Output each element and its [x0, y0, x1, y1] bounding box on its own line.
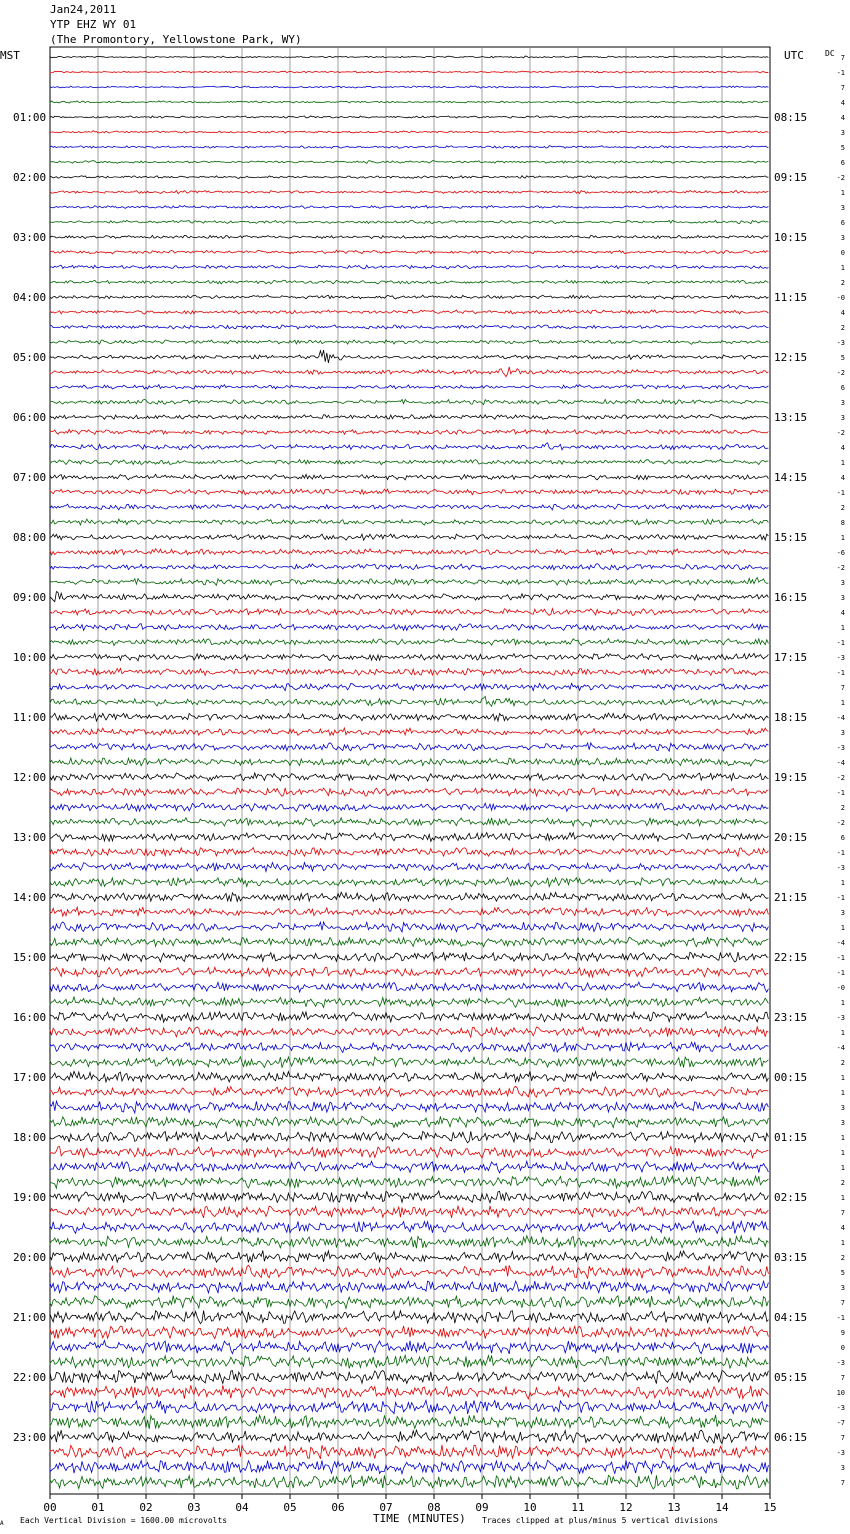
x-tick-label: 02 — [139, 1501, 153, 1514]
trace-row — [50, 443, 768, 450]
dc-offset-label: 3 — [840, 1119, 845, 1127]
mst-hour-label: 07:00 — [13, 471, 47, 484]
dc-offset-label: 10 — [836, 1389, 845, 1397]
trace-row — [50, 653, 768, 660]
utc-hour-label: 23:15 — [774, 1011, 808, 1024]
trace-row — [50, 325, 768, 329]
x-tick-label: 07 — [379, 1501, 393, 1514]
x-tick-label: 15 — [763, 1501, 777, 1514]
trace-row — [50, 1236, 768, 1249]
dc-offset-label: 4 — [840, 444, 845, 452]
dc-offset-label: -2 — [836, 174, 845, 182]
station-location: (The Promontory, Yellowstone Park, WY) — [50, 33, 302, 46]
dc-offset-label: 4 — [840, 114, 845, 122]
station-code: YTP EHZ WY 01 — [50, 18, 137, 31]
trace-row — [50, 350, 768, 363]
utc-hour-label: 05:15 — [774, 1371, 808, 1384]
mst-hour-label: 17:00 — [13, 1071, 47, 1084]
trace-row — [50, 907, 768, 916]
trace-row — [50, 176, 768, 179]
dc-offset-label: -0 — [836, 984, 845, 992]
x-tick-label: 05 — [283, 1501, 297, 1514]
dc-offset-label: -3 — [836, 1359, 845, 1367]
dc-offset-label: -3 — [836, 1014, 845, 1022]
record-date: Jan24,2011 — [50, 3, 117, 16]
trace-row — [50, 534, 768, 540]
trace-row — [50, 696, 768, 706]
x-tick-label: 11 — [571, 1501, 585, 1514]
trace-row — [50, 1296, 768, 1309]
dc-offset-label: 6 — [840, 384, 845, 392]
trace-row — [50, 56, 768, 58]
trace-row — [50, 967, 768, 977]
dc-offset-label: 7 — [840, 84, 845, 92]
dc-offset-label: 1 — [840, 1164, 845, 1172]
dc-offset-label: -4 — [836, 939, 845, 947]
utc-hour-label: 10:15 — [774, 231, 808, 244]
mst-hour-label: 21:00 — [13, 1311, 47, 1324]
dc-offset-label: 2 — [840, 504, 845, 512]
trace-row — [50, 564, 768, 570]
trace-row — [50, 1131, 768, 1143]
trace-row — [50, 997, 768, 1007]
x-tick-label: 01 — [91, 1501, 105, 1514]
trace-row — [50, 459, 768, 464]
dc-offset-label: 1 — [840, 1239, 845, 1247]
dc-offset-label: 1 — [840, 1134, 845, 1142]
dc-offset-label: 7 — [840, 684, 845, 692]
minute-grid — [50, 47, 770, 1494]
dc-offset-label: 7 — [840, 1434, 845, 1442]
utc-hour-label: 03:15 — [774, 1251, 808, 1264]
dc-offset-label: -1 — [836, 489, 845, 497]
mst-hour-label: 01:00 — [13, 111, 47, 124]
x-tick-label: 09 — [475, 1501, 489, 1514]
dc-offset-label: -4 — [836, 714, 845, 722]
trace-row — [50, 788, 768, 796]
trace-row — [50, 474, 768, 480]
dc-offset-label: 1 — [840, 1194, 845, 1202]
trace-rows — [50, 56, 768, 1489]
row-labels — [13, 54, 845, 1487]
x-tick-label: 03 — [187, 1501, 201, 1514]
dc-offset-label: 3 — [840, 234, 845, 242]
mst-hour-label: 18:00 — [13, 1131, 47, 1144]
dc-offset-label: 7 — [840, 54, 845, 62]
dc-offset-label: 1 — [840, 879, 845, 887]
dc-offset-label: 1 — [840, 189, 845, 197]
dc-offset-label: 1 — [840, 534, 845, 542]
dc-offset-label: 1 — [840, 924, 845, 932]
trace-row — [50, 280, 768, 284]
dc-offset-label: -1 — [836, 954, 845, 962]
dc-offset-label: 0 — [840, 1344, 845, 1352]
trace-row — [50, 340, 768, 344]
mst-hour-label: 03:00 — [13, 231, 47, 244]
trace-row — [50, 922, 768, 932]
mst-hour-label: 20:00 — [13, 1251, 47, 1264]
dc-offset-label: 1 — [840, 1149, 845, 1157]
mst-hour-label: 02:00 — [13, 171, 47, 184]
trace-row — [50, 265, 768, 269]
dc-offset-label: -1 — [836, 789, 845, 797]
utc-hour-label: 02:15 — [774, 1191, 808, 1204]
trace-row — [50, 713, 768, 721]
trace-row — [50, 1071, 768, 1082]
mst-hour-label: 11:00 — [13, 711, 47, 724]
dc-offset-label: 5 — [840, 144, 845, 152]
dc-offset-label: 2 — [840, 1254, 845, 1262]
mst-hour-label: 09:00 — [13, 591, 47, 604]
trace-row — [50, 758, 768, 766]
dc-offset-label: 5 — [840, 354, 845, 362]
trace-row — [50, 250, 768, 254]
dc-offset-label: 2 — [840, 1059, 845, 1067]
x-tick-label: 08 — [427, 1501, 441, 1514]
dc-offset-label: 3 — [840, 1104, 845, 1112]
trace-row — [50, 668, 768, 675]
mst-hour-label: 10:00 — [13, 651, 47, 664]
utc-hour-label: 13:15 — [774, 411, 808, 424]
plot-frame — [50, 47, 770, 1494]
dc-offset-label: -1 — [836, 69, 845, 77]
trace-row — [50, 415, 768, 420]
trace-row — [50, 1251, 768, 1263]
utc-hour-label: 21:15 — [774, 891, 808, 904]
dc-offset-label: 2 — [840, 324, 845, 332]
trace-row — [50, 743, 768, 751]
dc-offset-label: 3 — [840, 204, 845, 212]
utc-hour-label: 06:15 — [774, 1431, 808, 1444]
trace-row — [50, 235, 768, 238]
dc-offset-label: -1 — [836, 849, 845, 857]
trace-row — [50, 1012, 768, 1022]
dc-offset-label: 6 — [840, 159, 845, 167]
dc-offset-label: 7 — [840, 1374, 845, 1382]
trace-row — [50, 1101, 768, 1113]
dc-offset-label: -3 — [836, 654, 845, 662]
trace-row — [50, 1355, 768, 1368]
mst-hour-label: 14:00 — [13, 891, 47, 904]
trace-row — [50, 131, 768, 134]
mst-hour-label: 08:00 — [13, 531, 47, 544]
utc-hour-label: 12:15 — [774, 351, 808, 364]
trace-row — [50, 683, 768, 690]
time-axis — [43, 1494, 776, 1514]
clip-note: Traces clipped at plus/minus 5 vertical divisions — [482, 1516, 719, 1525]
trace-row — [50, 86, 768, 88]
trace-row — [50, 1191, 768, 1203]
dc-offset-label: -1 — [836, 639, 845, 647]
trace-row — [50, 71, 768, 73]
dc-offset-label: 1 — [840, 1089, 845, 1097]
dc-offset-label: -4 — [836, 1044, 845, 1052]
trace-row — [50, 892, 768, 902]
utc-hour-label: 20:15 — [774, 831, 808, 844]
utc-hour-label: 18:15 — [774, 711, 808, 724]
utc-hour-label: 01:15 — [774, 1131, 808, 1144]
trace-row — [50, 937, 768, 947]
trace-row — [50, 1460, 768, 1473]
trace-row — [50, 863, 768, 872]
dc-offset-label: 4 — [840, 309, 845, 317]
trace-row — [50, 952, 768, 962]
dc-offset-label: -2 — [836, 429, 845, 437]
trace-row — [50, 1265, 768, 1278]
trace-row — [50, 549, 768, 555]
trace-row — [50, 592, 768, 602]
trace-row — [50, 578, 768, 586]
dc-offset-label: 4 — [840, 609, 845, 617]
mst-hour-label: 22:00 — [13, 1371, 47, 1384]
dc-offset-label: 3 — [840, 414, 845, 422]
mst-hour-label: 04:00 — [13, 291, 47, 304]
x-tick-label: 10 — [523, 1501, 537, 1514]
trace-row — [50, 161, 768, 164]
trace-row — [50, 191, 768, 194]
x-tick-label: 12 — [619, 1501, 633, 1514]
dc-offset-label: -1 — [836, 1314, 845, 1322]
trace-row — [50, 385, 768, 389]
dc-offset-label: 9 — [840, 1329, 845, 1337]
dc-offset-label: 1 — [840, 1074, 845, 1082]
x-tick-label: 13 — [667, 1501, 681, 1514]
trace-row — [50, 833, 768, 842]
dc-offset-label: 4 — [840, 474, 845, 482]
trace-row — [50, 429, 768, 434]
dc-offset-label: 2 — [840, 279, 845, 287]
trace-row — [50, 1086, 768, 1097]
trace-row — [50, 1221, 768, 1233]
dc-offset-label: 4 — [840, 1224, 845, 1232]
dc-offset-label: -0 — [836, 294, 845, 302]
trace-row — [50, 146, 768, 149]
dc-offset-label: 1 — [840, 999, 845, 1007]
mst-hour-label: 12:00 — [13, 771, 47, 784]
dc-offset-label: -2 — [836, 774, 845, 782]
trace-row — [50, 519, 768, 525]
utc-hour-label: 00:15 — [774, 1071, 808, 1084]
dc-offset-label: 7 — [840, 1299, 845, 1307]
dc-offset-label: -7 — [836, 1419, 845, 1427]
trace-row — [50, 1326, 768, 1339]
trace-row — [50, 1027, 768, 1037]
trace-row — [50, 1161, 768, 1173]
dc-offset-label: -2 — [836, 819, 845, 827]
trace-row — [50, 982, 768, 992]
dc-offset-label: 3 — [840, 594, 845, 602]
trace-row — [50, 609, 768, 616]
dc-offset-label: 3 — [840, 579, 845, 587]
trace-row — [50, 728, 768, 735]
trace-row — [50, 1116, 768, 1127]
trace-row — [50, 1370, 768, 1383]
trace-row — [50, 1281, 768, 1293]
x-axis-title: TIME (MINUTES) — [373, 1512, 466, 1525]
trace-row — [50, 1445, 768, 1459]
dc-offset-label: -3 — [836, 1404, 845, 1412]
trace-row — [50, 803, 768, 811]
utc-hour-label: 22:15 — [774, 951, 808, 964]
utc-hour-label: 17:15 — [774, 651, 808, 664]
dc-offset-label: -3 — [836, 744, 845, 752]
mst-axis-title: MST — [0, 49, 20, 62]
dc-offset-label: 1 — [840, 699, 845, 707]
trace-row — [50, 1206, 768, 1218]
trace-row — [50, 101, 768, 103]
dc-offset-label: 4 — [840, 99, 845, 107]
utc-hour-label: 16:15 — [774, 591, 808, 604]
trace-row — [50, 1475, 768, 1489]
trace-row — [50, 504, 768, 510]
utc-hour-label: 04:15 — [774, 1311, 808, 1324]
trace-row — [50, 1385, 768, 1399]
dc-offset-label: 3 — [840, 1464, 845, 1472]
dc-offset-label: -2 — [836, 369, 845, 377]
dc-offset-label: 1 — [840, 459, 845, 467]
trace-row — [50, 399, 768, 404]
x-tick-label: 14 — [715, 1501, 729, 1514]
dc-offset-label: 8 — [840, 519, 845, 527]
dc-axis-title: DC — [825, 49, 835, 58]
trace-row — [50, 1430, 768, 1443]
trace-row — [50, 367, 768, 377]
dc-offset-label: 7 — [840, 1209, 845, 1217]
dc-offset-label: 3 — [840, 909, 845, 917]
trace-row — [50, 773, 768, 781]
x-tick-label: 00 — [43, 1501, 57, 1514]
trace-row — [50, 220, 768, 223]
scale-note: Each Vertical Division = 1600.00 microvolts — [20, 1516, 228, 1525]
trace-row — [50, 116, 768, 118]
trace-row — [50, 624, 768, 631]
dc-offset-label: 0 — [840, 249, 845, 257]
dc-offset-label: 3 — [840, 129, 845, 137]
dc-offset-label: 1 — [840, 1029, 845, 1037]
dc-offset-label: 6 — [840, 834, 845, 842]
dc-offset-label: 2 — [840, 804, 845, 812]
dc-offset-label: 1 — [840, 624, 845, 632]
utc-axis-title: UTC — [784, 49, 804, 62]
dc-offset-label: -3 — [836, 339, 845, 347]
trace-row — [50, 1400, 768, 1414]
trace-row — [50, 848, 768, 857]
dc-offset-label: 5 — [840, 1269, 845, 1277]
trace-row — [50, 1057, 768, 1068]
trace-row — [50, 1042, 768, 1052]
mst-hour-label: 16:00 — [13, 1011, 47, 1024]
x-tick-label: 04 — [235, 1501, 249, 1514]
dc-offset-label: 2 — [840, 1179, 845, 1187]
dc-offset-label: -2 — [836, 564, 845, 572]
mst-hour-label: 23:00 — [13, 1431, 47, 1444]
utc-hour-label: 19:15 — [774, 771, 808, 784]
trace-row — [50, 878, 768, 887]
dc-offset-label: -1 — [836, 894, 845, 902]
dc-offset-label: -1 — [836, 669, 845, 677]
utc-hour-label: 15:15 — [774, 531, 808, 544]
dc-offset-label: 3 — [840, 399, 845, 407]
utc-hour-label: 11:15 — [774, 291, 808, 304]
trace-row — [50, 1176, 768, 1188]
mst-hour-label: 05:00 — [13, 351, 47, 364]
dc-offset-label: -3 — [836, 1449, 845, 1457]
dc-offset-label: 6 — [840, 219, 845, 227]
dc-offset-label: -6 — [836, 549, 845, 557]
trace-row — [50, 1415, 768, 1429]
dc-offset-label: -4 — [836, 759, 845, 767]
corner-mark: A — [0, 1520, 4, 1527]
dc-offset-label: -3 — [836, 864, 845, 872]
utc-hour-label: 14:15 — [774, 471, 808, 484]
dc-offset-label: 7 — [840, 1479, 845, 1487]
trace-row — [50, 818, 768, 827]
utc-hour-label: 08:15 — [774, 111, 808, 124]
dc-offset-label: 3 — [840, 1284, 845, 1292]
dc-offset-label: 3 — [840, 729, 845, 737]
trace-row — [50, 1147, 768, 1158]
trace-row — [50, 310, 768, 314]
mst-hour-label: 06:00 — [13, 411, 47, 424]
mst-hour-label: 19:00 — [13, 1191, 47, 1204]
trace-row — [50, 295, 768, 299]
x-tick-label: 06 — [331, 1501, 345, 1514]
trace-row — [50, 639, 768, 646]
mst-hour-label: 13:00 — [13, 831, 47, 844]
trace-row — [50, 489, 768, 495]
trace-row — [50, 205, 768, 208]
trace-row — [50, 1341, 768, 1354]
trace-row — [50, 1311, 768, 1324]
dc-offset-label: 1 — [840, 264, 845, 272]
utc-hour-label: 09:15 — [774, 171, 808, 184]
dc-offset-label: -1 — [836, 969, 845, 977]
mst-hour-label: 15:00 — [13, 951, 47, 964]
